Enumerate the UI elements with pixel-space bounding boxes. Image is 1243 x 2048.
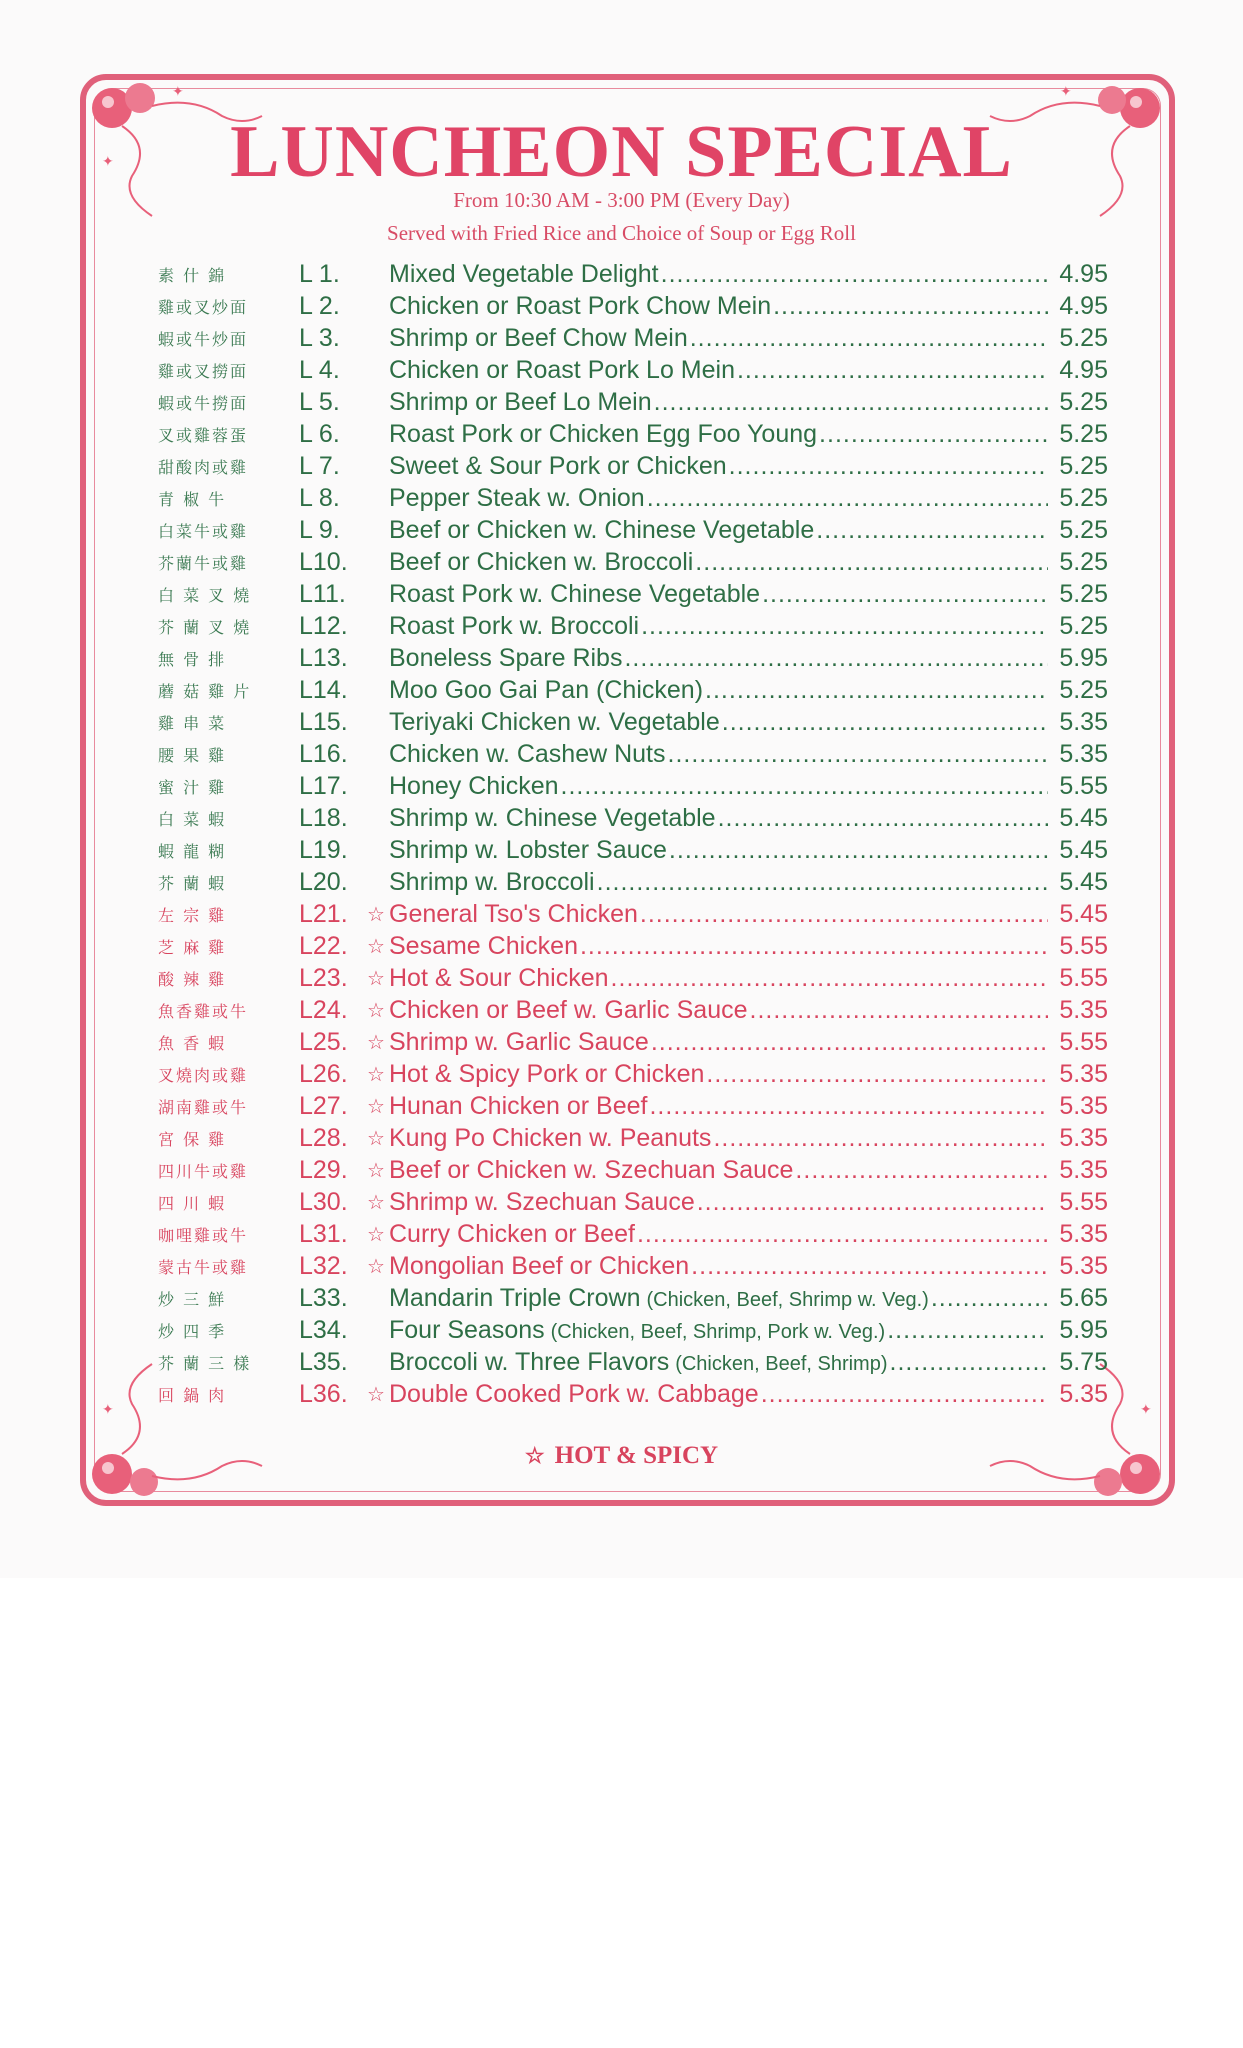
dish-name: Mixed Vegetable Delight <box>389 259 659 288</box>
item-code: L20. <box>299 867 348 896</box>
dish-name: Four Seasons <box>389 1315 545 1344</box>
chinese-name: 青 椒 牛 <box>158 489 227 509</box>
dish-name: Shrimp w. Lobster Sauce <box>389 835 667 864</box>
item-code: L11. <box>299 579 346 608</box>
item-code: L31. <box>299 1219 348 1248</box>
leader-dots <box>651 1028 1048 1057</box>
item-price: 5.25 <box>1059 579 1108 608</box>
item-price: 5.75 <box>1059 1347 1108 1376</box>
leader-dots <box>737 356 1048 385</box>
dish-name: Beef or Chicken w. Szechuan Sauce <box>389 1155 794 1184</box>
dish-line <box>389 836 1050 865</box>
star-icon: ☆ <box>367 1223 385 1246</box>
leader-dots <box>561 772 1048 801</box>
menu-item <box>158 866 1108 898</box>
item-code: L35. <box>299 1347 348 1376</box>
leader-dots <box>649 1092 1048 1121</box>
leader-dots <box>637 1220 1048 1249</box>
dish-name: Beef or Chicken w. Chinese Vegetable <box>389 515 815 544</box>
chinese-name: 雞或叉撈面 <box>158 361 249 381</box>
item-code: L28. <box>299 1123 348 1152</box>
menu-item <box>158 706 1108 738</box>
dish-name: Chicken w. Cashew Nuts <box>389 739 666 768</box>
dish-name: Hot & Sour Chicken <box>389 963 609 992</box>
leader-dots <box>695 548 1048 577</box>
dish-name: Honey Chicken <box>389 771 559 800</box>
dish-line <box>389 1124 1050 1153</box>
dish-line <box>389 1348 1050 1377</box>
item-price: 4.95 <box>1059 355 1108 384</box>
item-price: 5.25 <box>1059 323 1108 352</box>
item-code: L25. <box>299 1027 348 1056</box>
menu-item <box>158 1250 1108 1282</box>
dish-line <box>389 1156 1050 1185</box>
item-price: 5.65 <box>1059 1283 1108 1312</box>
dish-name: Mandarin Triple Crown <box>389 1283 641 1312</box>
star-icon: ☆ <box>367 1383 385 1406</box>
dish-name: Chicken or Beef w. Garlic Sauce <box>389 995 748 1024</box>
item-code: L24. <box>299 995 348 1024</box>
dish-name: Kung Po Chicken w. Peanuts <box>389 1123 712 1152</box>
dish-line <box>389 1316 1050 1345</box>
dish-line <box>389 260 1050 289</box>
menu-item <box>158 1282 1108 1314</box>
leader-dots <box>640 900 1048 929</box>
dish-line <box>389 484 1050 513</box>
leader-dots <box>697 1188 1048 1217</box>
chinese-name: 蒙古牛或雞 <box>158 1257 249 1277</box>
item-price: 5.25 <box>1059 451 1108 480</box>
star-icon: ☆ <box>367 967 385 990</box>
chinese-name: 無 骨 排 <box>158 649 227 669</box>
leader-dots <box>887 1316 1048 1345</box>
menu-item <box>158 1026 1108 1058</box>
dish-line <box>389 1060 1050 1089</box>
leader-dots <box>641 612 1048 641</box>
dish-note: (Chicken, Beef, Shrimp, Pork w. Veg.) <box>550 1320 886 1343</box>
chinese-name: 湖南雞或牛 <box>158 1097 249 1117</box>
leader-dots <box>580 932 1048 961</box>
item-code: L19. <box>299 835 348 864</box>
leader-dots <box>713 1124 1048 1153</box>
chinese-name: 芥蘭牛或雞 <box>158 553 249 573</box>
item-code: L33. <box>299 1283 348 1312</box>
item-price: 5.35 <box>1059 1155 1108 1184</box>
svg-text:✦: ✦ <box>102 153 114 169</box>
dish-name: Beef or Chicken w. Broccoli <box>389 547 694 576</box>
chinese-name: 咖哩雞或牛 <box>158 1225 249 1245</box>
dish-line <box>389 644 1050 673</box>
item-code: L 8. <box>299 483 340 512</box>
chinese-name: 回 鍋 肉 <box>158 1385 227 1405</box>
hours-text: From 10:30 AM - 3:00 PM (Every Day) <box>453 188 790 212</box>
chinese-name: 腰 果 雞 <box>158 745 227 765</box>
item-code: L26. <box>299 1059 348 1088</box>
dish-line <box>389 964 1050 993</box>
item-price: 5.35 <box>1059 995 1108 1024</box>
item-price: 5.35 <box>1059 1123 1108 1152</box>
item-code: L30. <box>299 1187 348 1216</box>
chinese-name: 芥 蘭 三 樣 <box>158 1353 252 1373</box>
item-price: 5.25 <box>1059 611 1108 640</box>
item-price: 5.55 <box>1059 963 1108 992</box>
dish-line <box>389 1028 1050 1057</box>
dish-note: (Chicken, Beef, Shrimp w. Veg.) <box>646 1288 929 1311</box>
svg-text:✦: ✦ <box>172 83 184 99</box>
item-code: L22. <box>299 931 348 960</box>
menu-item <box>158 1346 1108 1378</box>
dish-name: Chicken or Roast Pork Chow Mein <box>389 291 772 320</box>
menu-item <box>158 642 1108 674</box>
leader-dots <box>611 964 1048 993</box>
item-price: 5.45 <box>1059 835 1108 864</box>
dish-line <box>389 580 1050 609</box>
item-code: L 1. <box>299 259 340 288</box>
dish-line <box>389 708 1050 737</box>
leader-dots <box>890 1348 1049 1377</box>
item-price: 5.95 <box>1059 643 1108 672</box>
leader-dots <box>624 644 1048 673</box>
dish-line <box>389 548 1050 577</box>
leader-dots <box>690 324 1048 353</box>
dish-line <box>389 612 1050 641</box>
menu-list <box>158 258 1108 1410</box>
leader-dots <box>654 388 1048 417</box>
menu-item <box>158 1058 1108 1090</box>
dish-name: Sweet & Sour Pork or Chicken <box>389 451 727 480</box>
item-code: L16. <box>299 739 348 768</box>
menu-item <box>158 354 1108 386</box>
leader-dots <box>669 836 1048 865</box>
star-icon: ☆ <box>367 1031 385 1054</box>
chinese-name: 芥 蘭 叉 燒 <box>158 617 252 637</box>
item-price: 5.35 <box>1059 1251 1108 1280</box>
chinese-name: 四 川 蝦 <box>158 1193 227 1213</box>
menu-item <box>158 450 1108 482</box>
item-code: L29. <box>299 1155 348 1184</box>
chinese-name: 白菜牛或雞 <box>158 521 249 541</box>
chinese-name: 雞或叉炒面 <box>158 297 249 317</box>
item-code: L10. <box>299 547 348 576</box>
dish-line <box>389 772 1050 801</box>
star-icon: ☆ <box>367 1255 385 1278</box>
dish-name: Shrimp w. Szechuan Sauce <box>389 1187 695 1216</box>
svg-text:✦: ✦ <box>1140 1401 1152 1417</box>
dish-line <box>389 516 1050 545</box>
menu-item <box>158 546 1108 578</box>
star-icon: ☆ <box>367 1159 385 1182</box>
menu-item <box>158 1090 1108 1122</box>
dish-name: Shrimp or Beef Chow Mein <box>389 323 688 352</box>
dish-name: Teriyaki Chicken w. Vegetable <box>389 707 720 736</box>
menu-item <box>158 802 1108 834</box>
dish-line <box>389 388 1050 417</box>
hot-spicy-legend <box>0 1442 1243 1470</box>
item-code: L13. <box>299 643 348 672</box>
leader-dots <box>795 1156 1048 1185</box>
item-price: 5.55 <box>1059 1027 1108 1056</box>
dish-line <box>389 356 1050 385</box>
item-code: L32. <box>299 1251 348 1280</box>
leader-dots <box>816 516 1048 545</box>
dish-name: Shrimp w. Chinese Vegetable <box>389 803 716 832</box>
chinese-name: 素 什 錦 <box>158 265 227 285</box>
item-price: 5.25 <box>1059 483 1108 512</box>
item-price: 5.35 <box>1059 707 1108 736</box>
leader-dots <box>773 292 1048 321</box>
menu-item <box>158 994 1108 1026</box>
item-code: L 2. <box>299 291 340 320</box>
dish-name: Double Cooked Pork w. Cabbage <box>389 1379 759 1408</box>
dish-line <box>389 740 1050 769</box>
star-icon: ☆ <box>367 1063 385 1086</box>
dish-name: Shrimp or Beef Lo Mein <box>389 387 652 416</box>
chinese-name: 叉或雞蓉蛋 <box>158 425 249 445</box>
leader-dots <box>647 484 1048 513</box>
leader-dots <box>722 708 1048 737</box>
item-code: L 9. <box>299 515 340 544</box>
dish-line <box>389 1092 1050 1121</box>
dish-name: General Tso's Chicken <box>389 899 638 928</box>
dish-name: Mongolian Beef or Chicken <box>389 1251 690 1280</box>
leader-dots <box>761 1380 1048 1409</box>
star-icon: ☆ <box>524 1443 545 1468</box>
item-price: 5.55 <box>1059 1187 1108 1216</box>
leader-dots <box>661 260 1048 289</box>
menu-item <box>158 834 1108 866</box>
item-code: L 5. <box>299 387 340 416</box>
item-code: L15. <box>299 707 348 736</box>
dish-name: Moo Goo Gai Pan (Chicken) <box>389 675 704 704</box>
chinese-name: 蘑 菇 雞 片 <box>158 681 252 701</box>
item-price: 5.35 <box>1059 1219 1108 1248</box>
star-icon: ☆ <box>367 903 385 926</box>
leader-dots <box>597 868 1048 897</box>
chinese-name: 蜜 汁 雞 <box>158 777 227 797</box>
item-price: 5.45 <box>1059 899 1108 928</box>
dish-line <box>389 804 1050 833</box>
chinese-name: 炒 三 鮮 <box>158 1289 227 1309</box>
item-code: L27. <box>299 1091 348 1120</box>
chinese-name: 蝦或牛撈面 <box>158 393 249 413</box>
svg-text:✦: ✦ <box>102 1401 114 1417</box>
menu-item <box>158 290 1108 322</box>
dish-line <box>389 996 1050 1025</box>
item-price: 5.35 <box>1059 1059 1108 1088</box>
leader-dots <box>762 580 1048 609</box>
menu-item <box>158 770 1108 802</box>
menu-item <box>158 1218 1108 1250</box>
item-code: L36. <box>299 1379 348 1408</box>
menu-item <box>158 1186 1108 1218</box>
dish-name: Hunan Chicken or Beef <box>389 1091 648 1120</box>
dish-line <box>389 900 1050 929</box>
chinese-name: 炒 四 季 <box>158 1321 227 1341</box>
item-code: L17. <box>299 771 348 800</box>
dish-line <box>389 1220 1050 1249</box>
item-price: 5.95 <box>1059 1315 1108 1344</box>
dish-line <box>389 452 1050 481</box>
item-price: 5.25 <box>1059 675 1108 704</box>
legend-text: HOT & SPICY <box>554 1442 719 1469</box>
item-price: 4.95 <box>1059 259 1108 288</box>
menu-item <box>158 386 1108 418</box>
menu-item <box>158 1154 1108 1186</box>
dish-line <box>389 868 1050 897</box>
dish-note: (Chicken, Beef, Shrimp) <box>675 1352 888 1375</box>
chinese-name: 左 宗 雞 <box>158 905 227 925</box>
chinese-name: 酸 辣 雞 <box>158 969 227 989</box>
menu-item <box>158 418 1108 450</box>
menu-item <box>158 482 1108 514</box>
chinese-name: 芝 麻 雞 <box>158 937 227 957</box>
dish-line <box>389 1188 1050 1217</box>
item-code: L12. <box>299 611 348 640</box>
leader-dots <box>729 452 1048 481</box>
dish-name: Curry Chicken or Beef <box>389 1219 635 1248</box>
leader-dots <box>706 1060 1048 1089</box>
menu-item <box>158 322 1108 354</box>
star-icon: ☆ <box>367 935 385 958</box>
page-title: LUNCHEON SPECIAL <box>230 111 1013 193</box>
chinese-name: 四川牛或雞 <box>158 1161 249 1181</box>
dish-line <box>389 292 1050 321</box>
dish-name: Boneless Spare Ribs <box>389 643 623 672</box>
dish-line <box>389 1252 1050 1281</box>
item-price: 5.35 <box>1059 1091 1108 1120</box>
dish-name: Broccoli w. Three Flavors <box>389 1347 670 1376</box>
dish-name: Hot & Spicy Pork or Chicken <box>389 1059 705 1088</box>
leader-dots <box>668 740 1048 769</box>
leader-dots <box>718 804 1048 833</box>
item-price: 5.45 <box>1059 867 1108 896</box>
leader-dots <box>931 1284 1048 1313</box>
item-price: 5.45 <box>1059 803 1108 832</box>
menu-item <box>158 514 1108 546</box>
item-price: 5.25 <box>1059 419 1108 448</box>
menu-item <box>158 738 1108 770</box>
item-price: 5.35 <box>1059 1379 1108 1408</box>
dish-name: Pepper Steak w. Onion <box>389 483 645 512</box>
menu-item <box>158 674 1108 706</box>
svg-text:✦: ✦ <box>1060 83 1072 99</box>
leader-dots <box>705 676 1048 705</box>
item-code: L 3. <box>299 323 340 352</box>
chinese-name: 甜酸肉或雞 <box>158 457 249 477</box>
menu-item <box>158 1314 1108 1346</box>
item-code: L 7. <box>299 451 340 480</box>
item-price: 4.95 <box>1059 291 1108 320</box>
leader-dots <box>819 420 1048 449</box>
item-price: 5.55 <box>1059 771 1108 800</box>
item-code: L 6. <box>299 419 340 448</box>
item-price: 5.25 <box>1059 547 1108 576</box>
chinese-name: 蝦 龍 糊 <box>158 841 227 861</box>
dish-name: Shrimp w. Garlic Sauce <box>389 1027 649 1056</box>
item-price: 5.25 <box>1059 387 1108 416</box>
star-icon: ☆ <box>367 1095 385 1118</box>
chinese-name: 白 菜 叉 燒 <box>158 585 252 605</box>
dish-line <box>389 676 1050 705</box>
leader-dots <box>691 1252 1048 1281</box>
item-code: L23. <box>299 963 348 992</box>
dish-name: Shrimp w. Broccoli <box>389 867 595 896</box>
menu-item <box>158 578 1108 610</box>
item-code: L 4. <box>299 355 340 384</box>
star-icon: ☆ <box>367 999 385 1022</box>
leader-dots <box>750 996 1049 1025</box>
chinese-name: 魚 香 蝦 <box>158 1033 227 1053</box>
item-code: L18. <box>299 803 348 832</box>
menu-item <box>158 962 1108 994</box>
item-code: L34. <box>299 1315 348 1344</box>
chinese-name: 雞 串 菜 <box>158 713 227 733</box>
dish-line <box>389 1380 1050 1409</box>
served-with-text: Served with Fried Rice and Choice of Soup or Egg Roll <box>387 221 856 245</box>
item-price: 5.35 <box>1059 739 1108 768</box>
dish-name: Roast Pork w. Chinese Vegetable <box>389 579 761 608</box>
item-code: L21. <box>299 899 348 928</box>
chinese-name: 魚香雞或牛 <box>158 1001 249 1021</box>
item-price: 5.55 <box>1059 931 1108 960</box>
dish-line <box>389 420 1050 449</box>
dish-name: Sesame Chicken <box>389 931 578 960</box>
chinese-name: 宮 保 雞 <box>158 1129 227 1149</box>
dish-line <box>389 324 1050 353</box>
chinese-name: 白 菜 蝦 <box>158 809 227 829</box>
dish-name: Roast Pork or Chicken Egg Foo Young <box>389 419 818 448</box>
menu-item <box>158 1122 1108 1154</box>
star-icon: ☆ <box>367 1191 385 1214</box>
chinese-name: 芥 蘭 蝦 <box>158 873 227 893</box>
dish-line <box>389 932 1050 961</box>
menu-item <box>158 898 1108 930</box>
menu-item <box>158 930 1108 962</box>
menu-item <box>158 610 1108 642</box>
chinese-name: 叉燒肉或雞 <box>158 1065 249 1085</box>
star-icon: ☆ <box>367 1127 385 1150</box>
chinese-name: 蝦或牛炒面 <box>158 329 249 349</box>
menu-item <box>158 1378 1108 1410</box>
item-code: L14. <box>299 675 348 704</box>
dish-name: Roast Pork w. Broccoli <box>389 611 640 640</box>
item-price: 5.25 <box>1059 515 1108 544</box>
dish-name: Chicken or Roast Pork Lo Mein <box>389 355 735 384</box>
dish-line <box>389 1284 1050 1313</box>
menu-item <box>158 258 1108 290</box>
